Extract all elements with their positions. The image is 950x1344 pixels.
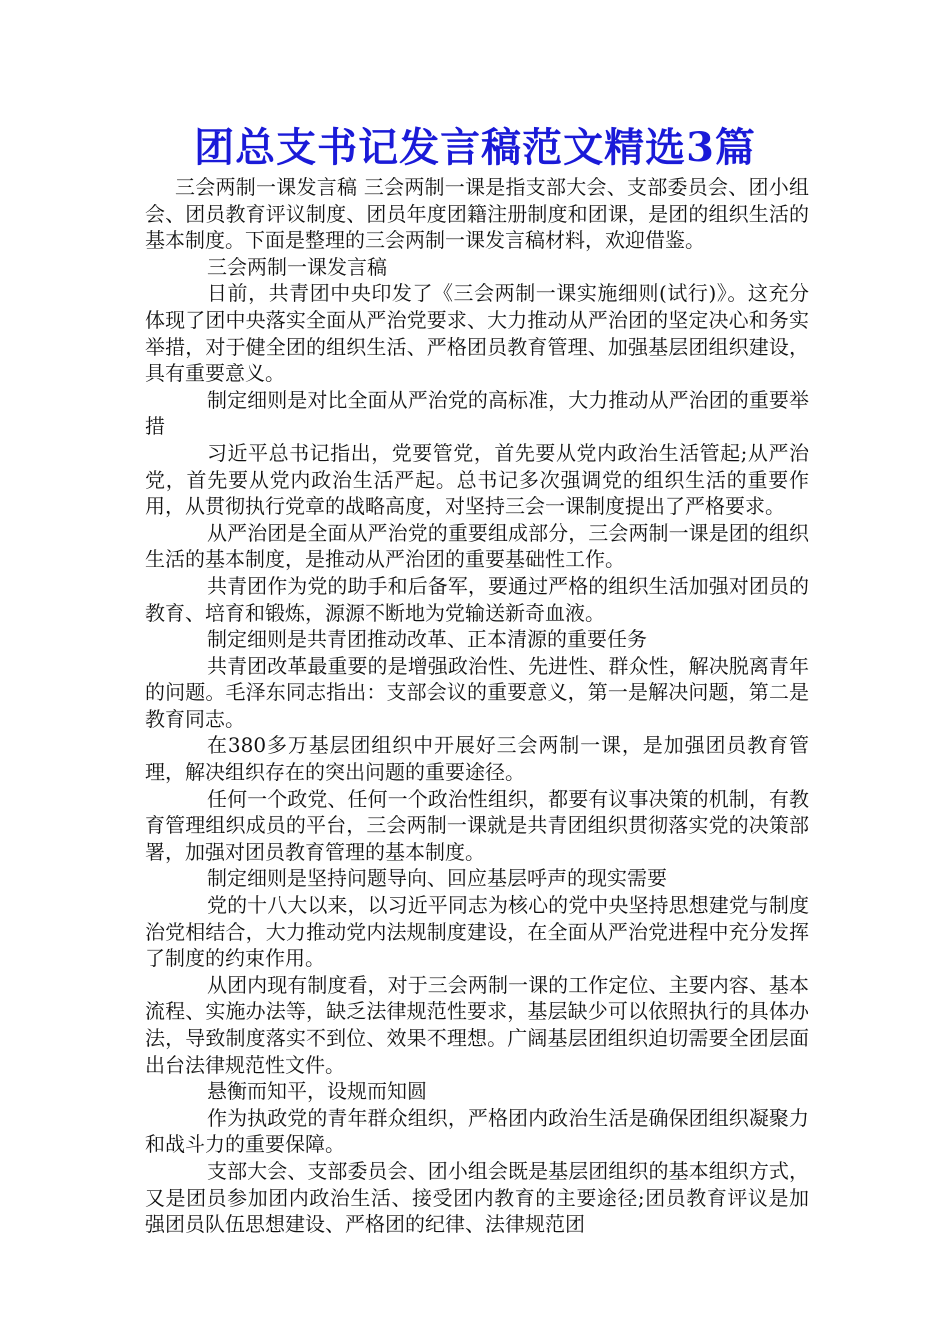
document-body [145, 174, 809, 1238]
document-title: 团总支书记发言稿范文精选3篇 [194, 124, 756, 171]
section-heading: 三会两制一课发言稿 [207, 254, 387, 279]
body-paragraph: 从团内现有制度看，对于三会两制一课的工作定位、主要内容、基本流程、实施办法等，缺乏法律规范性要求，基层缺少可以依照执行的具体办法，导致制度落实不到位、效果不理想。广阔基层团组织迫切需要全团层面出台法律规范性文件。 [145, 972, 809, 1077]
intro-paragraph: 三会两制一课发言稿 三会两制一课是指支部大会、支部委员会、团小组会、团员教育评议制度、团员年度团籍注册制度和团课，是团的组织生活的基本制度。下面是整理的三会两制一课发言稿材料，欢迎借鉴。 [145, 175, 809, 253]
body-paragraph: 日前，共青团中央印发了《三会两制一课实施细则(试行)》。这充分体现了团中央落实全面从严治党要求、大力推动从严治团的坚定决心和务实举措，对于健全团的组织生活、严格团员教育管理、加强基层团组织建设，具有重要意义。 [145, 281, 809, 386]
section-heading: 制定细则是坚持问题导向、回应基层呼声的现实需要 [207, 866, 667, 891]
body-paragraph: 作为执政党的青年群众组织，严格团内政治生活是确保团组织凝聚力和战斗力的重要保障。 [145, 1105, 809, 1157]
body-paragraph: 共青团作为党的助手和后备军，要通过严格的组织生活加强对团员的教育、培育和锻炼，源源不断地为党输送新奇血液。 [145, 573, 809, 625]
body-paragraph: 从严治团是全面从严治党的重要组成部分，三会两制一课是团的组织生活的基本制度，是推动从严治团的重要基础性工作。 [145, 520, 809, 572]
section-heading: 悬衡而知平，设规而知圆 [207, 1079, 427, 1104]
body-paragraph: 在380多万基层团组织中开展好三会两制一课，是加强团员教育管理，解决组织存在的突出问题的重要途径。 [145, 733, 809, 785]
section-heading: 制定细则是共青团推动改革、正本清源的重要任务 [207, 627, 647, 652]
body-paragraph: 党的十八大以来，以习近平同志为核心的党中央坚持思想建党与制度治党相结合，大力推动党内法规制度建设，在全面从严治党进程中充分发挥了制度的约束作用。 [145, 893, 809, 971]
body-paragraph: 习近平总书记指出，党要管党，首先要从党内政治生活管起;从严治党，首先要从党内政治生活严起。总书记多次强调党的组织生活的重要作用，从贯彻执行党章的战略高度，对坚持三会一课制度提出了严格要求。 [145, 440, 809, 519]
body-paragraph: 制定细则是对比全面从严治党的高标准，大力推动从严治团的重要举措 [145, 387, 809, 439]
body-paragraph: 任何一个政党、任何一个政治性组织，都要有议事决策的机制，有教育管理组织成员的平台，三会两制一课就是共青团组织贯彻落实党的决策部署，加强对团员教育管理的基本制度。 [145, 786, 809, 864]
body-paragraph: 支部大会、支部委员会、团小组会既是基层团组织的基本组织方式，又是团员参加团内政治生活、接受团内教育的主要途径;团员教育评议是加强团员队伍思想建设、严格团的纪律、法律规范团 [145, 1158, 809, 1237]
body-paragraph: 共青团改革最重要的是增强政治性、先进性、群众性，解决脱离青年的问题。毛泽东同志指出：支部会议的重要意义，第一是解决问题，第二是教育同志。 [145, 653, 809, 731]
